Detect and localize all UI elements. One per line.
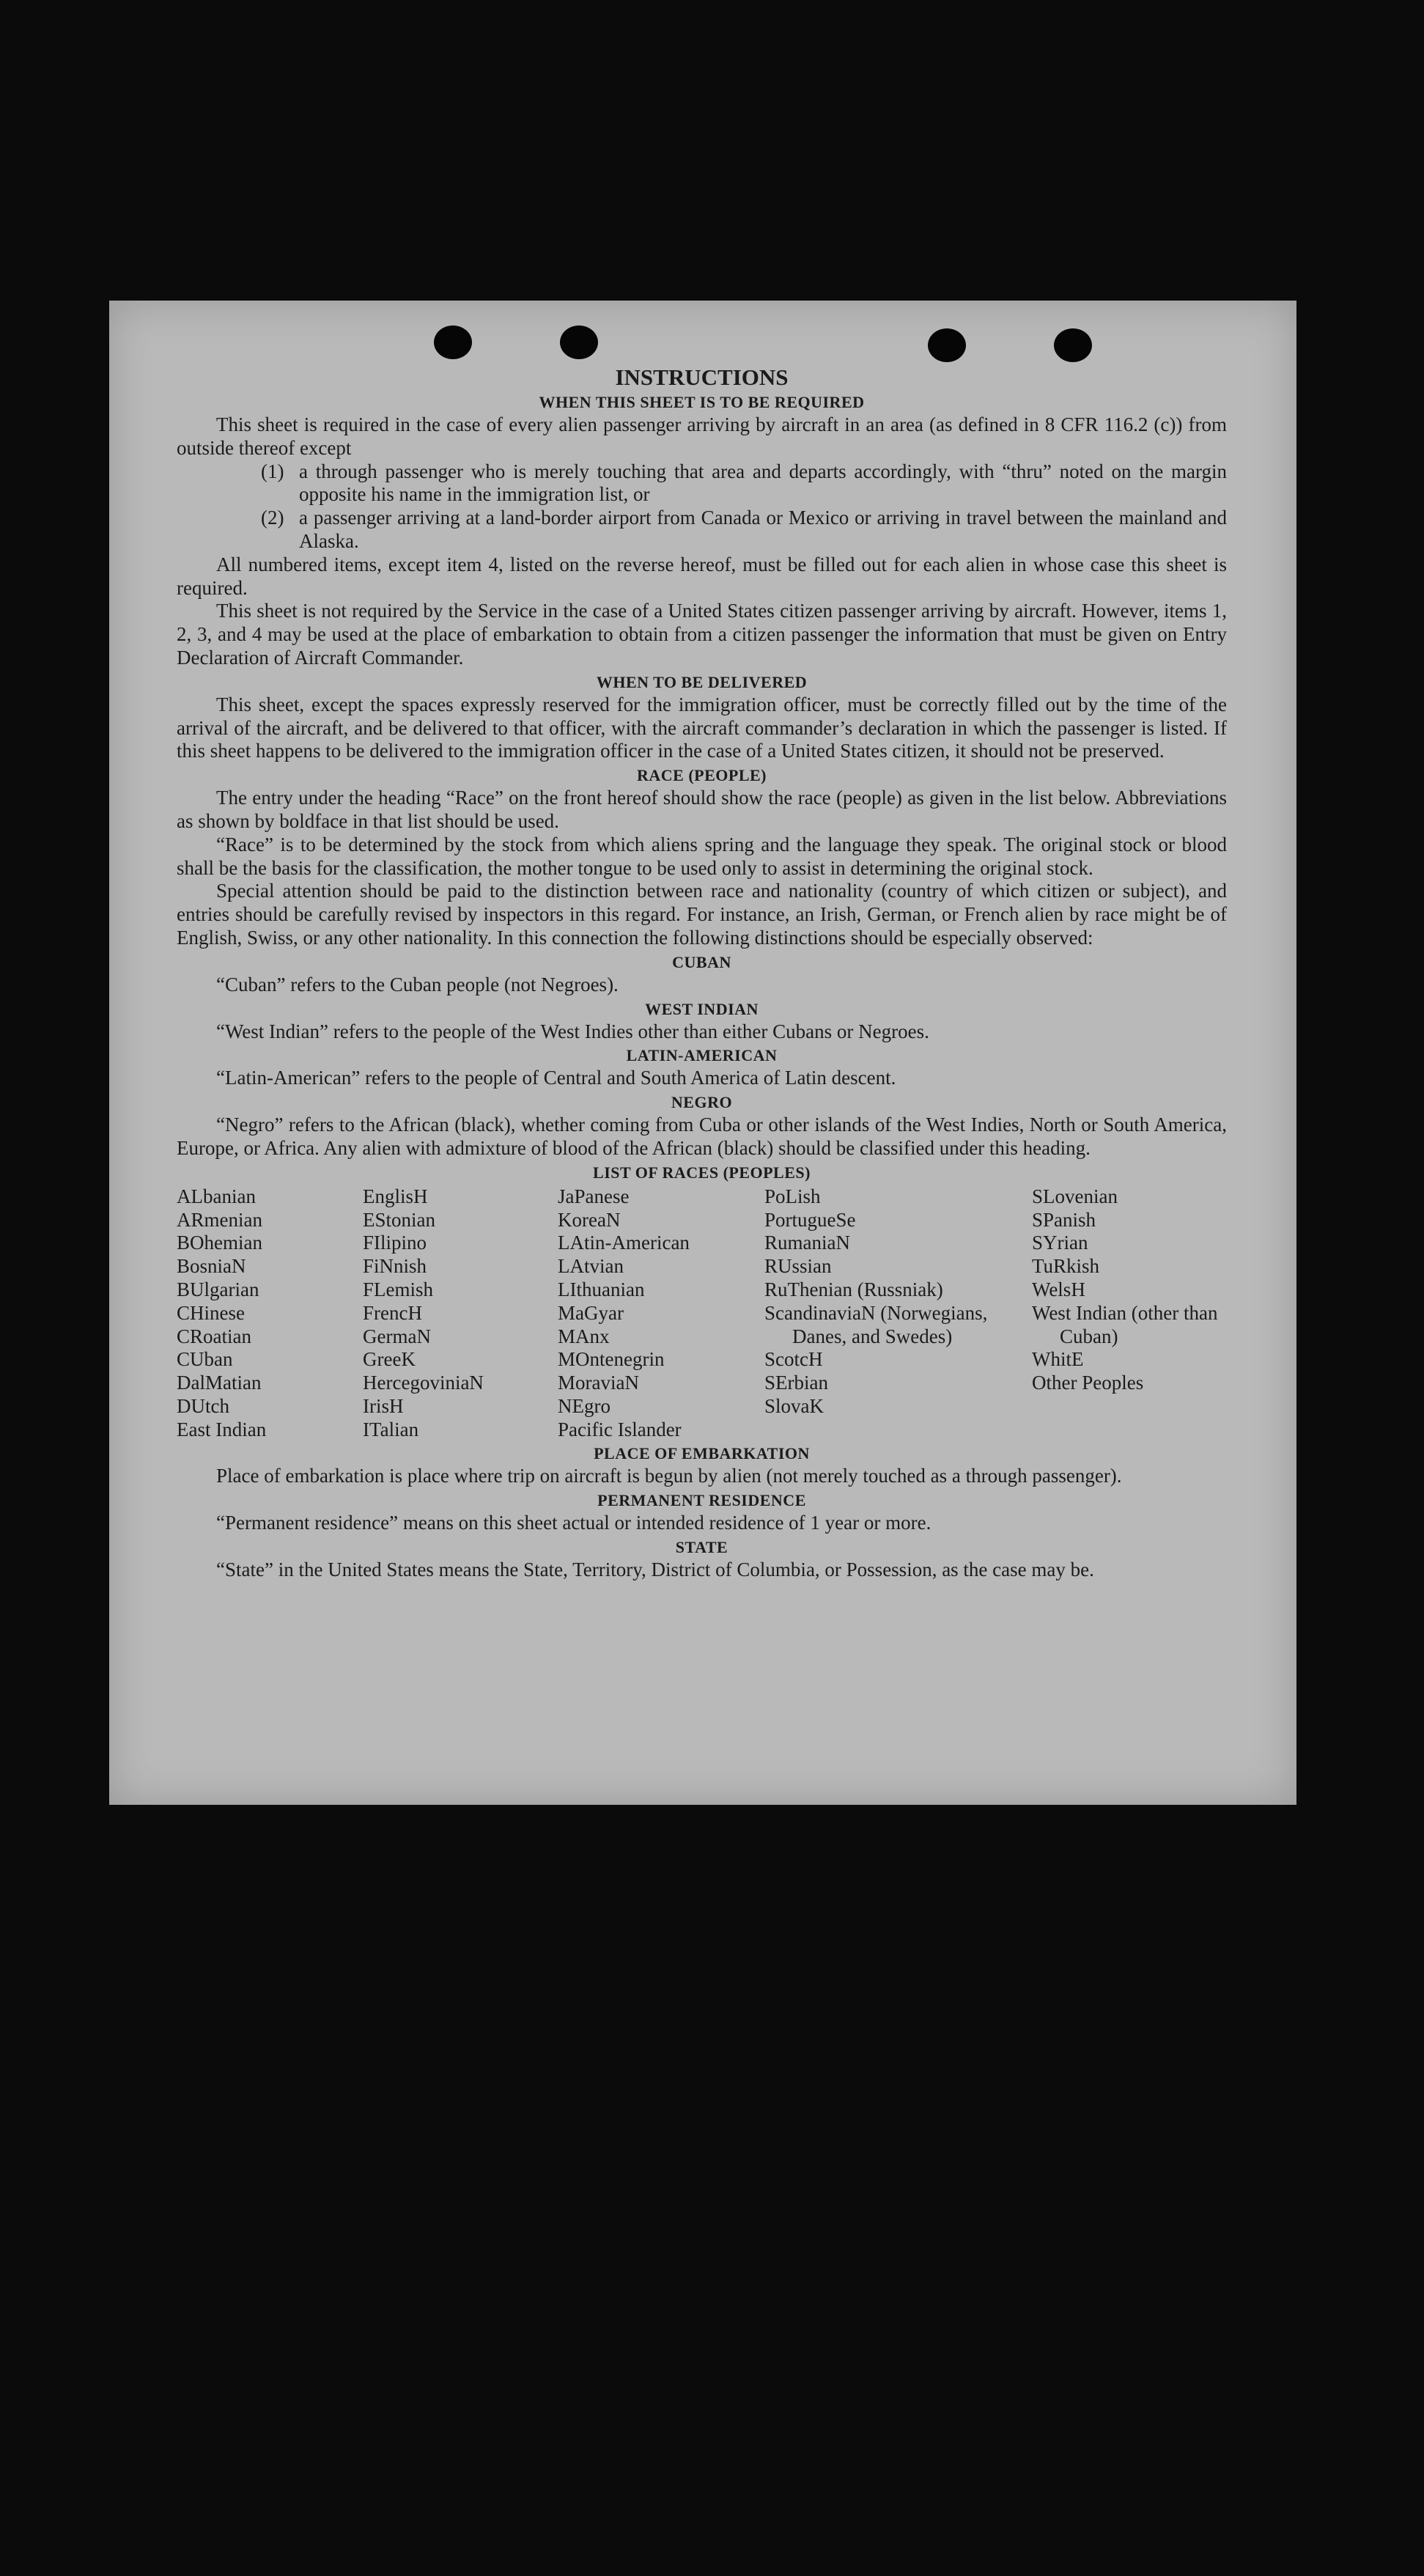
race-entry: GermaN — [363, 1325, 431, 1347]
races-column — [363, 1185, 558, 1442]
race-entry: ARmenian — [177, 1208, 262, 1231]
race-entry: LAtvian — [558, 1255, 624, 1278]
section-heading-state: STATE — [675, 1538, 728, 1557]
embarkation-paragraph: Place of embarkation is place where trip on aircraft is begun by alien (not merely touched as a through passenger). — [216, 1465, 1122, 1487]
race-entry: GreeK — [363, 1348, 416, 1371]
race-paragraph-3: Special attention should be paid to the distinction between race and nationality (country of which citizen or subject), and entries should be carefully revised by inspectors in this regard. For instance, an Irish, German, or French alien by race might be of English, Swiss, or any other nationality. In this connection the following distinctions should be especially observed: — [177, 880, 1227, 949]
race-entry: SlovaK — [764, 1394, 824, 1417]
section-heading-races-list: LIST OF RACES (PEOPLES) — [593, 1163, 811, 1182]
when-required-intro: This sheet is required in the case of every alien passenger arriving by aircraft in an area (as defined in 8 CFR 116.2 (c)) from outside thereof except — [177, 413, 1227, 459]
race-entry: HercegoviniaN — [363, 1372, 484, 1394]
instructions-content — [177, 365, 1227, 1582]
punch-hole — [928, 328, 966, 362]
section-heading-residence: PERMANENT RESIDENCE — [597, 1491, 806, 1510]
race-entry: MAnx — [558, 1325, 610, 1347]
race-entry: LIthuanian — [558, 1278, 645, 1300]
punch-hole — [434, 325, 472, 359]
race-entry: DalMatian — [177, 1372, 262, 1394]
exception-number: (1) — [261, 460, 284, 482]
races-column — [558, 1185, 764, 1442]
race-entry: BosniaN — [177, 1255, 246, 1278]
race-entry: ITalian — [363, 1418, 419, 1440]
cuban-paragraph: “Cuban” refers to the Cuban people (not Negroes). — [216, 973, 619, 996]
race-entry: TuRkish — [1032, 1255, 1100, 1278]
race-entry: BOhemian — [177, 1232, 262, 1254]
race-entry: SLovenian — [1032, 1185, 1118, 1207]
race-entry: MaGyar — [558, 1301, 624, 1324]
race-entry: WhitE — [1032, 1348, 1084, 1371]
exception-text: a through passenger who is merely touching that area and departs accordingly, with “thru” noted on the margin opposite his name in the immigration list, or — [299, 460, 1227, 506]
race-entry: RUssian — [764, 1255, 832, 1278]
race-entry: PoLish — [764, 1185, 821, 1207]
race-entry: RuThenian (Russniak) — [764, 1278, 943, 1300]
race-entry: EnglisH — [363, 1185, 428, 1207]
races-column — [764, 1185, 1032, 1442]
page-title: INSTRUCTIONS — [615, 364, 789, 390]
west-indian-paragraph: “West Indian” refers to the people of the West Indies other than either Cubans or Negroes. — [216, 1020, 929, 1042]
races-column — [1032, 1185, 1227, 1442]
section-heading-embarkation: PLACE OF EMBARKATION — [594, 1444, 810, 1463]
residence-paragraph: “Permanent residence” means on this sheet actual or intended residence of 1 year or more. — [216, 1512, 931, 1534]
race-entry: ALbanian — [177, 1185, 256, 1207]
document-page — [109, 301, 1296, 1805]
race-entry: East Indian — [177, 1418, 267, 1440]
exception-number: (2) — [261, 507, 284, 529]
section-heading-latin-american: LATIN-AMERICAN — [626, 1046, 778, 1065]
race-entry: PortugueSe — [764, 1208, 856, 1231]
race-entry: FIlipino — [363, 1232, 427, 1254]
race-entry: ScandinaviaN (Norwegians, Danes, and Swedes) — [764, 1301, 988, 1347]
exception-text: a passenger arriving at a land-border airport from Canada or Mexico or arriving in travel between the mainland and Alaska. — [299, 507, 1227, 552]
race-entry: SErbian — [764, 1372, 828, 1394]
race-entry: EStonian — [363, 1208, 435, 1231]
race-entry: IrisH — [363, 1394, 404, 1417]
race-entry: CUban — [177, 1348, 233, 1371]
latin-american-paragraph: “Latin-American” refers to the people of Central and South America of Latin descent. — [216, 1067, 896, 1089]
section-heading-race: RACE (PEOPLE) — [637, 766, 767, 785]
race-paragraph-2: “Race” is to be determined by the stock from which aliens spring and the language they speak. The original stock or blood shall be the basis for the classification, the mother tongue to be used only to assist in determining the original stock. — [177, 833, 1227, 879]
race-entry: Pacific Islander — [558, 1418, 682, 1440]
race-entry: FrencH — [363, 1301, 422, 1324]
race-entry: KoreaN — [558, 1208, 621, 1231]
race-entry: JaPanese — [558, 1185, 630, 1207]
when-delivered-paragraph: This sheet, except the spaces expressly reserved for the immigration officer, must be correctly filled out by the time of the arrival of the aircraft, and be delivered to that officer, with the aircraft commander’s declaration in which the passenger is listed. If this sheet happens to be delivered to the immigration officer in the case of a United States citizen, it should not be preserved. — [177, 693, 1227, 762]
race-entry: West Indian (other than Cuban) — [1032, 1301, 1218, 1347]
negro-paragraph: “Negro” refers to the African (black), whether coming from Cuba or other islands of the West Indies, North or South America, Europe, or Africa. Any alien with admixture of blood of the African (black) should be classified under this heading. — [177, 1114, 1227, 1159]
race-entry: SYrian — [1032, 1232, 1088, 1254]
section-heading-west-indian: WEST INDIAN — [645, 999, 759, 1018]
punch-hole — [1054, 328, 1092, 362]
races-list — [177, 1185, 1227, 1442]
race-entry: MoraviaN — [558, 1372, 639, 1394]
race-entry: MOntenegrin — [558, 1348, 665, 1371]
race-entry: NEgro — [558, 1394, 610, 1417]
section-heading-when-required: WHEN THIS SHEET IS TO BE REQUIRED — [539, 393, 865, 411]
race-entry: BUlgarian — [177, 1278, 259, 1300]
punch-hole — [560, 325, 598, 359]
race-entry: FiNnish — [363, 1255, 427, 1278]
race-entry: SPanish — [1032, 1208, 1096, 1231]
exception-item — [261, 507, 1227, 553]
race-entry: RumaniaN — [764, 1232, 850, 1254]
race-entry: CRoatian — [177, 1325, 251, 1347]
race-entry: CHinese — [177, 1301, 245, 1324]
races-column — [177, 1185, 363, 1442]
race-entry: DUtch — [177, 1394, 229, 1417]
state-paragraph: “State” in the United States means the State, Territory, District of Columbia, or Possession, as the case may be. — [216, 1559, 1094, 1581]
exception-item — [261, 460, 1227, 507]
section-heading-when-delivered: WHEN TO BE DELIVERED — [596, 672, 808, 691]
race-entry: WelsH — [1032, 1278, 1085, 1300]
section-heading-cuban: CUBAN — [672, 952, 731, 971]
section-heading-negro: NEGRO — [671, 1093, 733, 1112]
race-entry: ScotcH — [764, 1348, 823, 1371]
race-entry: LAtin-American — [558, 1232, 690, 1254]
citizen-note-paragraph: This sheet is not required by the Service in the case of a United States citizen passenger arriving by aircraft. However, items 1, 2, 3, and 4 may be used at the place of embarkation to obtain from a citizen passenger the information that must be given on Entry Declaration of Aircraft Commander. — [177, 600, 1227, 669]
race-paragraph-1: The entry under the heading “Race” on the front hereof should show the race (people) as given in the list below. Abbreviations as shown by boldface in that list should be used. — [177, 787, 1227, 832]
race-entry: Other Peoples — [1032, 1372, 1144, 1394]
numbered-items-paragraph: All numbered items, except item 4, listed on the reverse hereof, must be filled out for each alien in whose case this sheet is required. — [177, 553, 1227, 599]
race-entry: FLemish — [363, 1278, 434, 1300]
